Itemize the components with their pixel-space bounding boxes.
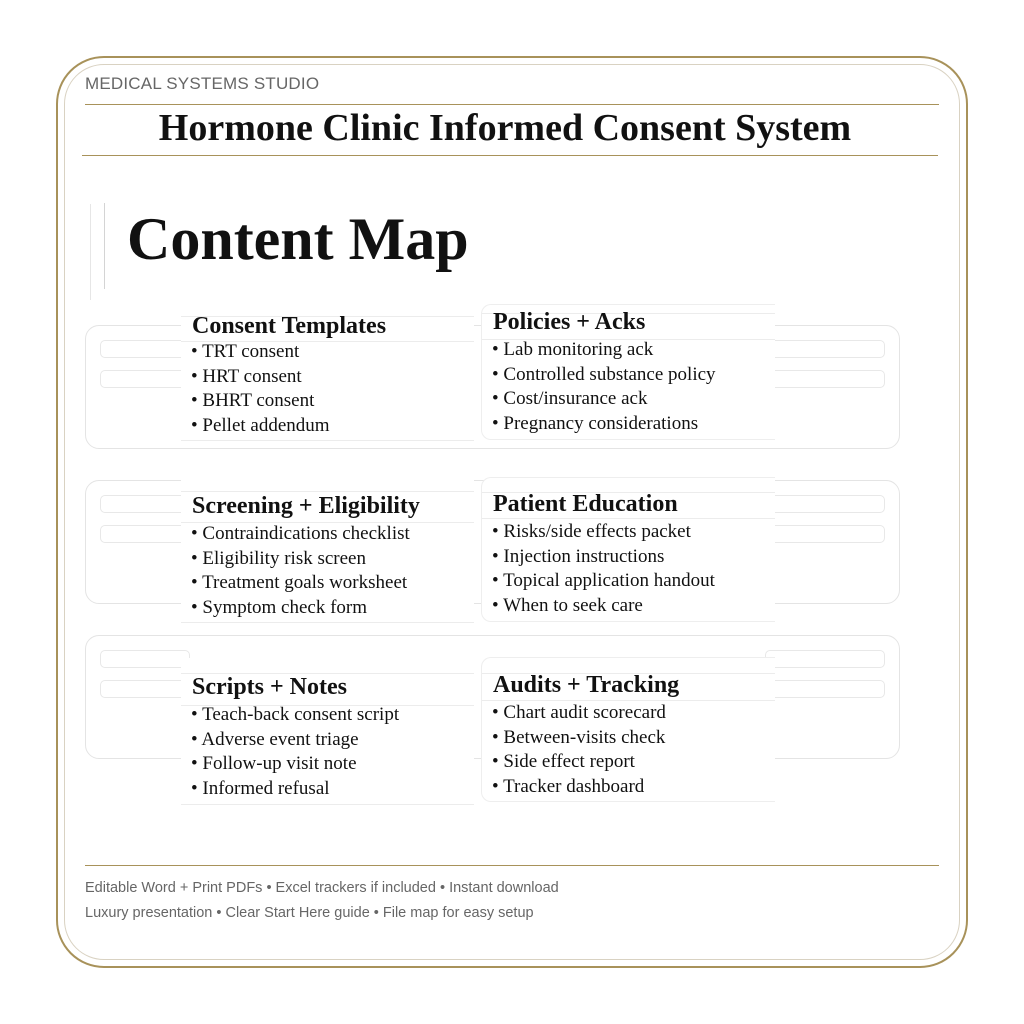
title-accent-line (90, 204, 91, 300)
card-scripts-notes (181, 658, 474, 806)
list-item: • Lab monitoring ack (492, 339, 654, 360)
card-title: Audits + Tracking (493, 672, 680, 698)
card-title: Patient Education (493, 491, 678, 517)
card-divider (181, 804, 474, 805)
card-patient-education (481, 477, 775, 622)
card-screening-eligibility (181, 477, 474, 624)
list-item: • Eligibility risk screen (191, 547, 366, 569)
card-title: Policies + Acks (493, 309, 646, 335)
list-item: • Symptom check form (191, 596, 368, 618)
list-item: • Pregnancy considerations (492, 412, 699, 434)
list-item: • Pellet addendum (191, 414, 330, 436)
card-list (191, 703, 399, 801)
card-list (492, 338, 716, 436)
card-title: Scripts + Notes (192, 674, 347, 700)
card-audits-tracking (481, 657, 775, 802)
list-item: • Side effect report (492, 751, 635, 772)
card-list (492, 701, 666, 799)
background-bar (765, 525, 885, 543)
system-title: Hormone Clinic Informed Consent System (158, 107, 852, 149)
list-item: • Injection instructions (492, 545, 665, 567)
background-bar (765, 650, 885, 668)
list-item: • Chart audit scorecard (492, 702, 666, 723)
card-divider (181, 622, 474, 623)
background-bar (100, 680, 190, 698)
card-list (191, 522, 410, 620)
list-item: • Informed refusal (191, 777, 330, 799)
list-item: • TRT consent (191, 341, 300, 362)
card-policies-acks (481, 304, 775, 440)
list-item: • Between-visits check (492, 726, 666, 748)
footer-rule (85, 865, 939, 866)
list-item: • Follow-up visit note (191, 753, 357, 774)
background-bar (100, 525, 190, 543)
footer-features-line: Editable Word + Print PDFs • Excel trackers if included • Instant download (85, 880, 559, 896)
studio-label: MEDICAL SYSTEMS STUDIO (85, 74, 320, 93)
list-item: • Controlled substance policy (492, 363, 716, 385)
page-title: Content Map (127, 206, 469, 272)
list-item: • Cost/insurance ack (492, 388, 648, 409)
card-divider (181, 440, 474, 441)
background-bar (765, 370, 885, 388)
header-top-rule (85, 104, 939, 105)
card-list (191, 340, 330, 438)
list-item: • Tracker dashboard (492, 775, 645, 797)
list-item: • Adverse event triage (191, 728, 359, 750)
list-item: • Contraindications checklist (191, 523, 410, 544)
list-item: • When to seek care (492, 594, 643, 616)
background-bar (100, 650, 190, 668)
list-item: • Treatment goals worksheet (191, 572, 408, 593)
title-divider (104, 203, 105, 289)
background-bar (100, 370, 190, 388)
list-item: • Teach-back consent script (191, 704, 400, 725)
card-consent-templates (181, 312, 474, 442)
background-bar (100, 495, 190, 513)
card-list (492, 520, 715, 618)
list-item: • HRT consent (191, 365, 302, 387)
header-bottom-rule (82, 155, 938, 156)
card-title: Consent Templates (192, 313, 387, 339)
card-title: Screening + Eligibility (192, 493, 420, 519)
background-bar (100, 340, 190, 358)
background-bar (765, 680, 885, 698)
background-bar (765, 340, 885, 358)
footer-presentation-line: Luxury presentation • Clear Start Here guide • File map for easy setup (85, 905, 534, 921)
list-item: • Risks/side effects packet (492, 521, 691, 542)
background-bar (765, 495, 885, 513)
list-item: • BHRT consent (191, 390, 315, 411)
list-item: • Topical application handout (492, 570, 715, 591)
